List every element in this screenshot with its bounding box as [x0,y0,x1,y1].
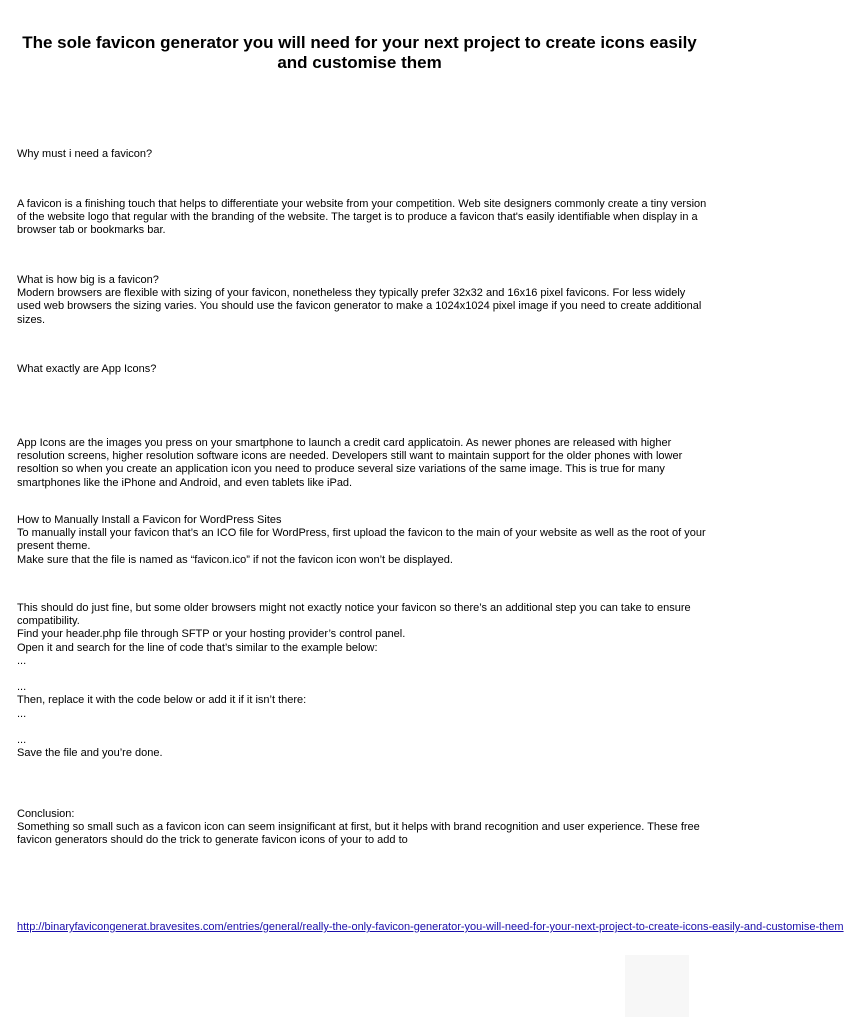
page-corner-shade [625,955,689,1017]
heading-conclusion: Conclusion: [17,808,75,820]
code-placeholder: ... [17,654,27,667]
paragraph-compatibility: This should do just fine, but some older browsers might not exactly notice your favicon so there’s an additional step you can take to ensure compatibility. [17,602,691,628]
code-placeholder: ... [17,707,27,720]
paragraph-upload-favicon: To manually install your favicon that’s an ICO file for WordPress, first upload the favicon to the main of your website as well as the root of your present theme. [17,527,706,553]
paragraph-find-header: Find your header.php file through SFTP or your hosting provider’s control panel. [17,628,406,641]
source-link[interactable]: http://binaryfavicongenerat.bravesites.com/entries/general/really-the-only-favicon-generator-you-will-need-for-your-next-project-to-create-icons-easily-and-customise-them [17,921,844,933]
code-placeholder: ... [17,681,27,694]
paragraph-app-icons: App Icons are the images you press on your smartphone to launch a credit card applicatoin. As newer phones are released with higher resolution screens, higher resolution software icons are needed. Developers still want to maintain support for the older phones with lower resoltion so when you create an application icon you need to produce several size variations of the same image. This is true for many smartphones like the iPhone and Android, and even tablets like iPad. [17,437,683,489]
page-title: The sole favicon generator you will need for your next project to create icons easily and customise them [22,33,697,72]
paragraph-replace-code: Then, replace it with the code below or add it if it isn’t there: [17,694,307,707]
section-conclusion [17,808,707,848]
paragraph-favicon-purpose: A favicon is a finishing touch that helps to differentiate your website from your competition. Web site designers commonly create a tiny version of the website logo that regular with the branding of the website. The target is to produce a favicon that's easily identifiable when display in a browser tab or bookmarks bar. [17,198,707,237]
paragraph-save-file: Save the file and you’re done. [17,747,163,760]
paragraph-conclusion: Something so small such as a favicon icon can seem insignificant at first, but it helps with brand recognition and user experience. These free favicon generators should do the trick to generate favicon icons of your to add to [17,821,700,847]
question-favicon-size: What is how big is a favicon? [17,274,159,286]
question-why-favicon: Why must i need a favicon? [17,148,153,160]
paragraph-search-code: Open it and search for the line of code that’s similar to the example below: [17,641,378,654]
paragraph-favicon-size: Modern browsers are flexible with sizing of your favicon, nonetheless they typically prefer 32x32 and 16x16 pixel favicons. For less widely used web browsers the sizing varies. You should use the favicon generator to make a 1024x1024 pixel image if you need to create additional sizes. [17,287,702,326]
section-favicon-size [17,274,707,327]
section-older-browsers [17,602,707,760]
question-app-icons: What exactly are App Icons? [17,363,157,375]
blank-line [17,668,707,681]
heading-wordpress-install: How to Manually Install a Favicon for WordPress Sites [17,514,282,526]
code-placeholder: ... [17,734,27,746]
section-wordpress-install [17,514,707,567]
paragraph-file-name: Make sure that the file is named as “favicon.ico” if not the favicon icon won’t be displayed. [17,553,453,566]
blank-line [17,721,707,734]
